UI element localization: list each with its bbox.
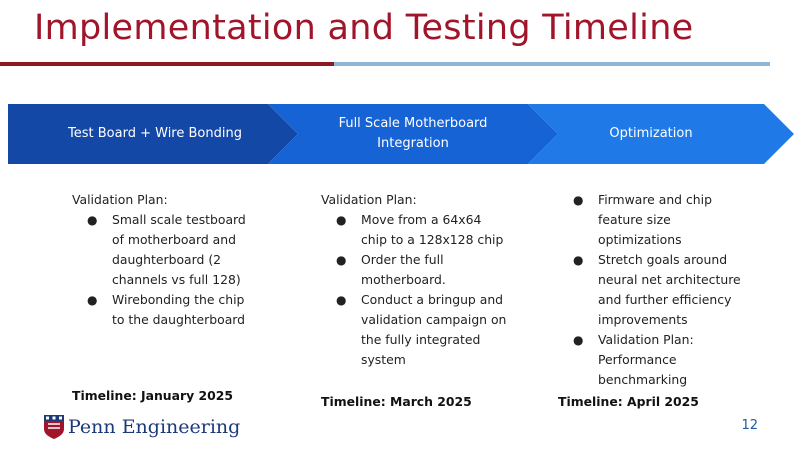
phase-1-details (72, 190, 257, 330)
bullet-text: Stretch goals around neural net architecture and further efficiency improvements (598, 252, 741, 327)
penn-shield-icon (44, 415, 64, 439)
bullet-text: Move from a 64x64 chip to a 128x128 chip (361, 212, 504, 247)
list-item (72, 290, 257, 330)
list-item (321, 290, 511, 370)
step-label-2: Full Scale Motherboard Integration (338, 116, 488, 151)
slide-title: Implementation and Testing Timeline (34, 8, 694, 48)
penn-engineering-logo (44, 415, 240, 439)
list-item (321, 210, 511, 250)
phase-3-details (558, 190, 748, 390)
list-item (558, 250, 748, 330)
bullet-text: Validation Plan: Performance benchmarking (598, 332, 694, 387)
bullet-icon: ● (336, 213, 347, 227)
phase-1-bullets (72, 210, 257, 330)
list-item (72, 210, 257, 290)
bullet-icon: ● (573, 253, 584, 267)
phase-3-bullets (558, 190, 748, 390)
step-label-1: Test Board + Wire Bonding (68, 126, 242, 141)
bullet-icon: ● (87, 213, 98, 227)
phase-2-intro: Validation Plan: (321, 192, 417, 207)
list-item (558, 190, 748, 250)
step-label-3: Optimization (609, 126, 693, 141)
bullet-icon: ● (573, 333, 584, 347)
bullet-text: Order the full motherboard. (361, 252, 446, 287)
bullet-text: Conduct a bringup and validation campaign on the fully integrated system (361, 292, 507, 367)
list-item (558, 330, 748, 390)
list-item (321, 250, 511, 290)
bullet-icon: ● (573, 193, 584, 207)
phase-1-intro: Validation Plan: (72, 192, 168, 207)
bullet-text: Wirebonding the chip to the daughterboard (112, 292, 246, 327)
phase-2-bullets (321, 210, 511, 370)
bullet-icon: ● (87, 293, 98, 307)
logo-text: Penn Engineering (68, 416, 241, 438)
bullet-text: Small scale testboard of motherboard and daughterboard (2 channels vs full 128) (112, 212, 246, 287)
phase-2-details (321, 190, 511, 370)
bullet-text: Firmware and chip feature size optimizations (598, 192, 712, 247)
page-number: 12 (741, 418, 758, 433)
phase-2-timeline: Timeline: March 2025 (321, 394, 472, 409)
phase-3-timeline: Timeline: April 2025 (558, 394, 699, 409)
bullet-icon: ● (336, 253, 347, 267)
bullet-icon: ● (336, 293, 347, 307)
phase-1-timeline: Timeline: January 2025 (72, 388, 233, 403)
